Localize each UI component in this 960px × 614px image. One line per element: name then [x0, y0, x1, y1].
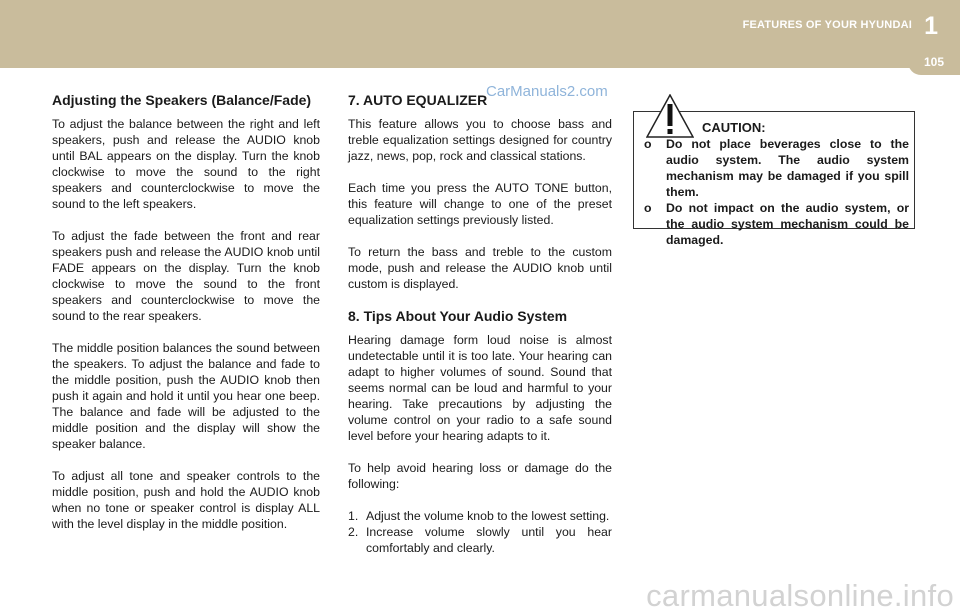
- step-number: 1.: [348, 509, 359, 523]
- paragraph: To return the bass and treble to the custom mode, push and release the AUDIO knob until custom is displayed.: [348, 245, 612, 291]
- step-text: Increase volume slowly until you hear comfortably and clearly.: [366, 525, 612, 555]
- steps-list: [348, 508, 612, 556]
- paragraph: This feature allows you to choose bass and treble equalization settings designed for country jazz, news, pop, rock and classical stations.: [348, 117, 612, 163]
- list-item: [644, 200, 909, 248]
- paragraph: Hearing damage form loud noise is almost undetectable until it is too late. Your hearing can adapt to higher volumes of sound. Sound that seems normal can be loud and harmful to your hearing. Take precautions by adjusting the volume control on your radio to a safe sound level before your hearing adapts to it.: [348, 333, 612, 443]
- left-column: [52, 92, 320, 548]
- caution-text: Do not impact on the audio system, or the audio system mechanism could be damaged.: [666, 201, 909, 247]
- caution-list: [644, 136, 909, 248]
- site-watermark-bottom: carmanualsonline.info: [646, 578, 954, 613]
- chapter-number: 1: [924, 12, 938, 40]
- step-text: Adjust the volume knob to the lowest setting.: [366, 509, 610, 523]
- caution-box: [633, 111, 915, 247]
- list-item: [348, 508, 612, 524]
- auto-equalizer-heading: 7. AUTO EQUALIZER: [348, 92, 488, 108]
- caution-title: CAUTION:: [702, 120, 766, 135]
- bullet: o: [644, 201, 652, 215]
- list-item: [644, 136, 909, 200]
- paragraph: Each time you press the AUTO TONE button, this feature will change to one of the preset equalization settings previously listed.: [348, 181, 612, 227]
- header-band: [0, 0, 960, 68]
- page-number: 105: [923, 55, 945, 69]
- bullet: o: [644, 137, 652, 151]
- paragraph: To adjust the fade between the front and rear speakers push and release the AUDIO knob until FADE appears on the display. Turn the knob clockwise to move the sound to the front speakers and counterclockwise to move the sound to the rear speakers.: [52, 229, 320, 323]
- list-item: [348, 524, 612, 556]
- warning-triangle-icon: [646, 94, 694, 138]
- step-number: 2.: [348, 525, 359, 539]
- caution-text: Do not place beverages close to the audio system. The audio system mechanism may be damaged if you spill them.: [666, 137, 909, 199]
- paragraph: To help avoid hearing loss or damage do the following:: [348, 461, 612, 491]
- paragraph: The middle position balances the sound between the speakers. To adjust the balance and fade to the middle position, push the AUDIO knob then push it again and hold it until you hear one beep. The balance and fade will be adjusted to the middle position and the display will show the speaker balance.: [52, 341, 320, 451]
- paragraph: To adjust all tone and speaker controls to the middle position, push and hold the AUDIO knob when no tone or speaker control is display ALL with the level display in the middle position.: [52, 469, 320, 531]
- middle-column: [348, 92, 612, 556]
- site-watermark-top: CarManuals2.com: [486, 83, 608, 100]
- audio-tips-heading: 8. Tips About Your Audio System: [348, 308, 568, 324]
- section-title: FEATURES OF YOUR HYUNDAI: [742, 19, 912, 31]
- balance-fade-heading: Adjusting the Speakers (Balance/Fade): [52, 92, 312, 108]
- paragraph: To adjust the balance between the right and left speakers, push and release the AUDIO knob until BAL appears on the display. Turn the knob clockwise to move the sound to the right speakers and counterclockwise to move the sound to the left speakers.: [52, 117, 320, 211]
